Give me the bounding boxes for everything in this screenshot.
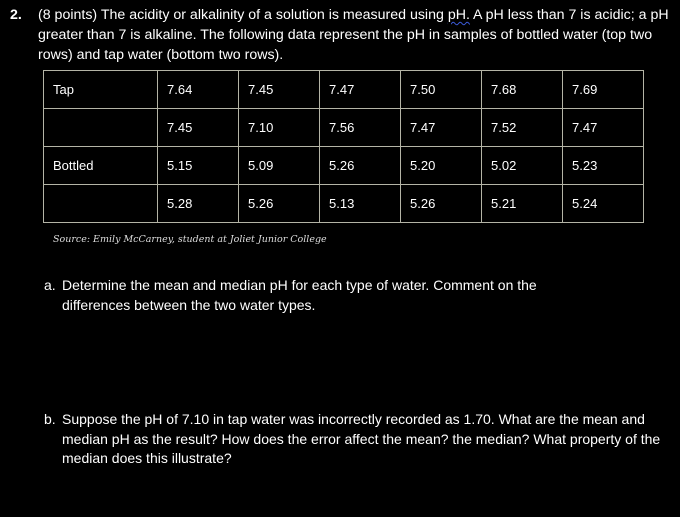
ph-value-cell: 5.09 bbox=[239, 147, 320, 185]
ph-value-cell: 7.68 bbox=[482, 71, 563, 109]
ph-value-cell: 7.50 bbox=[401, 71, 482, 109]
ph-value-cell: 7.52 bbox=[482, 109, 563, 147]
row-label bbox=[44, 185, 158, 223]
question-text bbox=[38, 5, 670, 65]
ph-value-cell: 5.26 bbox=[320, 147, 401, 185]
ph-value-cell: 5.24 bbox=[563, 185, 644, 223]
table-row bbox=[44, 71, 644, 109]
table-row bbox=[44, 109, 644, 147]
part-a-text: Determine the mean and median pH for each type of water. Comment on the differences between the two water types. bbox=[62, 277, 537, 313]
ph-value-cell: 7.45 bbox=[158, 109, 239, 147]
ph-value-cell: 5.20 bbox=[401, 147, 482, 185]
spellcheck-flagged-word: pH. bbox=[447, 7, 470, 23]
row-label bbox=[44, 109, 158, 147]
ph-value-cell: 5.26 bbox=[239, 185, 320, 223]
question-points: (8 points) bbox=[38, 7, 98, 23]
ph-value-cell: 5.21 bbox=[482, 185, 563, 223]
row-label: Tap bbox=[44, 71, 158, 109]
part-b-letter: b. bbox=[44, 411, 56, 427]
ph-data-table bbox=[43, 70, 644, 223]
part-b-text: Suppose the pH of 7.10 in tap water was incorrectly recorded as 1.70. What are the mean and median pH as the result? How does the error affect the mean? the median? What property of the median does this illustrate? bbox=[62, 411, 661, 466]
ph-value-cell: 7.56 bbox=[320, 109, 401, 147]
table-row bbox=[44, 185, 644, 223]
question-number: 2. bbox=[10, 7, 22, 23]
ph-value-cell: 7.47 bbox=[401, 109, 482, 147]
part-a bbox=[44, 276, 604, 315]
ph-value-cell: 7.47 bbox=[320, 71, 401, 109]
ph-value-cell: 7.45 bbox=[239, 71, 320, 109]
ph-value-cell: 5.28 bbox=[158, 185, 239, 223]
ph-value-cell: 5.23 bbox=[563, 147, 644, 185]
ph-value-cell: 7.10 bbox=[239, 109, 320, 147]
ph-value-cell: 5.26 bbox=[401, 185, 482, 223]
source-citation: Source: Emily McCarney, student at Joliet Junior College bbox=[53, 234, 327, 245]
question-text-start: The acidity or alkalinity of a solution is measured using bbox=[100, 7, 448, 23]
ph-value-cell: 7.47 bbox=[563, 109, 644, 147]
ph-value-cell: 7.69 bbox=[563, 71, 644, 109]
part-b bbox=[44, 410, 664, 469]
ph-value-cell: 7.64 bbox=[158, 71, 239, 109]
part-a-letter: a. bbox=[44, 277, 56, 293]
table-row bbox=[44, 147, 644, 185]
question-prompt bbox=[10, 5, 670, 65]
ph-value-cell: 5.02 bbox=[482, 147, 563, 185]
row-label: Bottled bbox=[44, 147, 158, 185]
ph-value-cell: 5.15 bbox=[158, 147, 239, 185]
ph-value-cell: 5.13 bbox=[320, 185, 401, 223]
question-text-end: A pH less than 7 is acidic; a pH greater than 7 is alkaline. The following data represent the pH in samples of bottled water (top two rows) and tap water (bottom two rows). bbox=[38, 7, 669, 63]
